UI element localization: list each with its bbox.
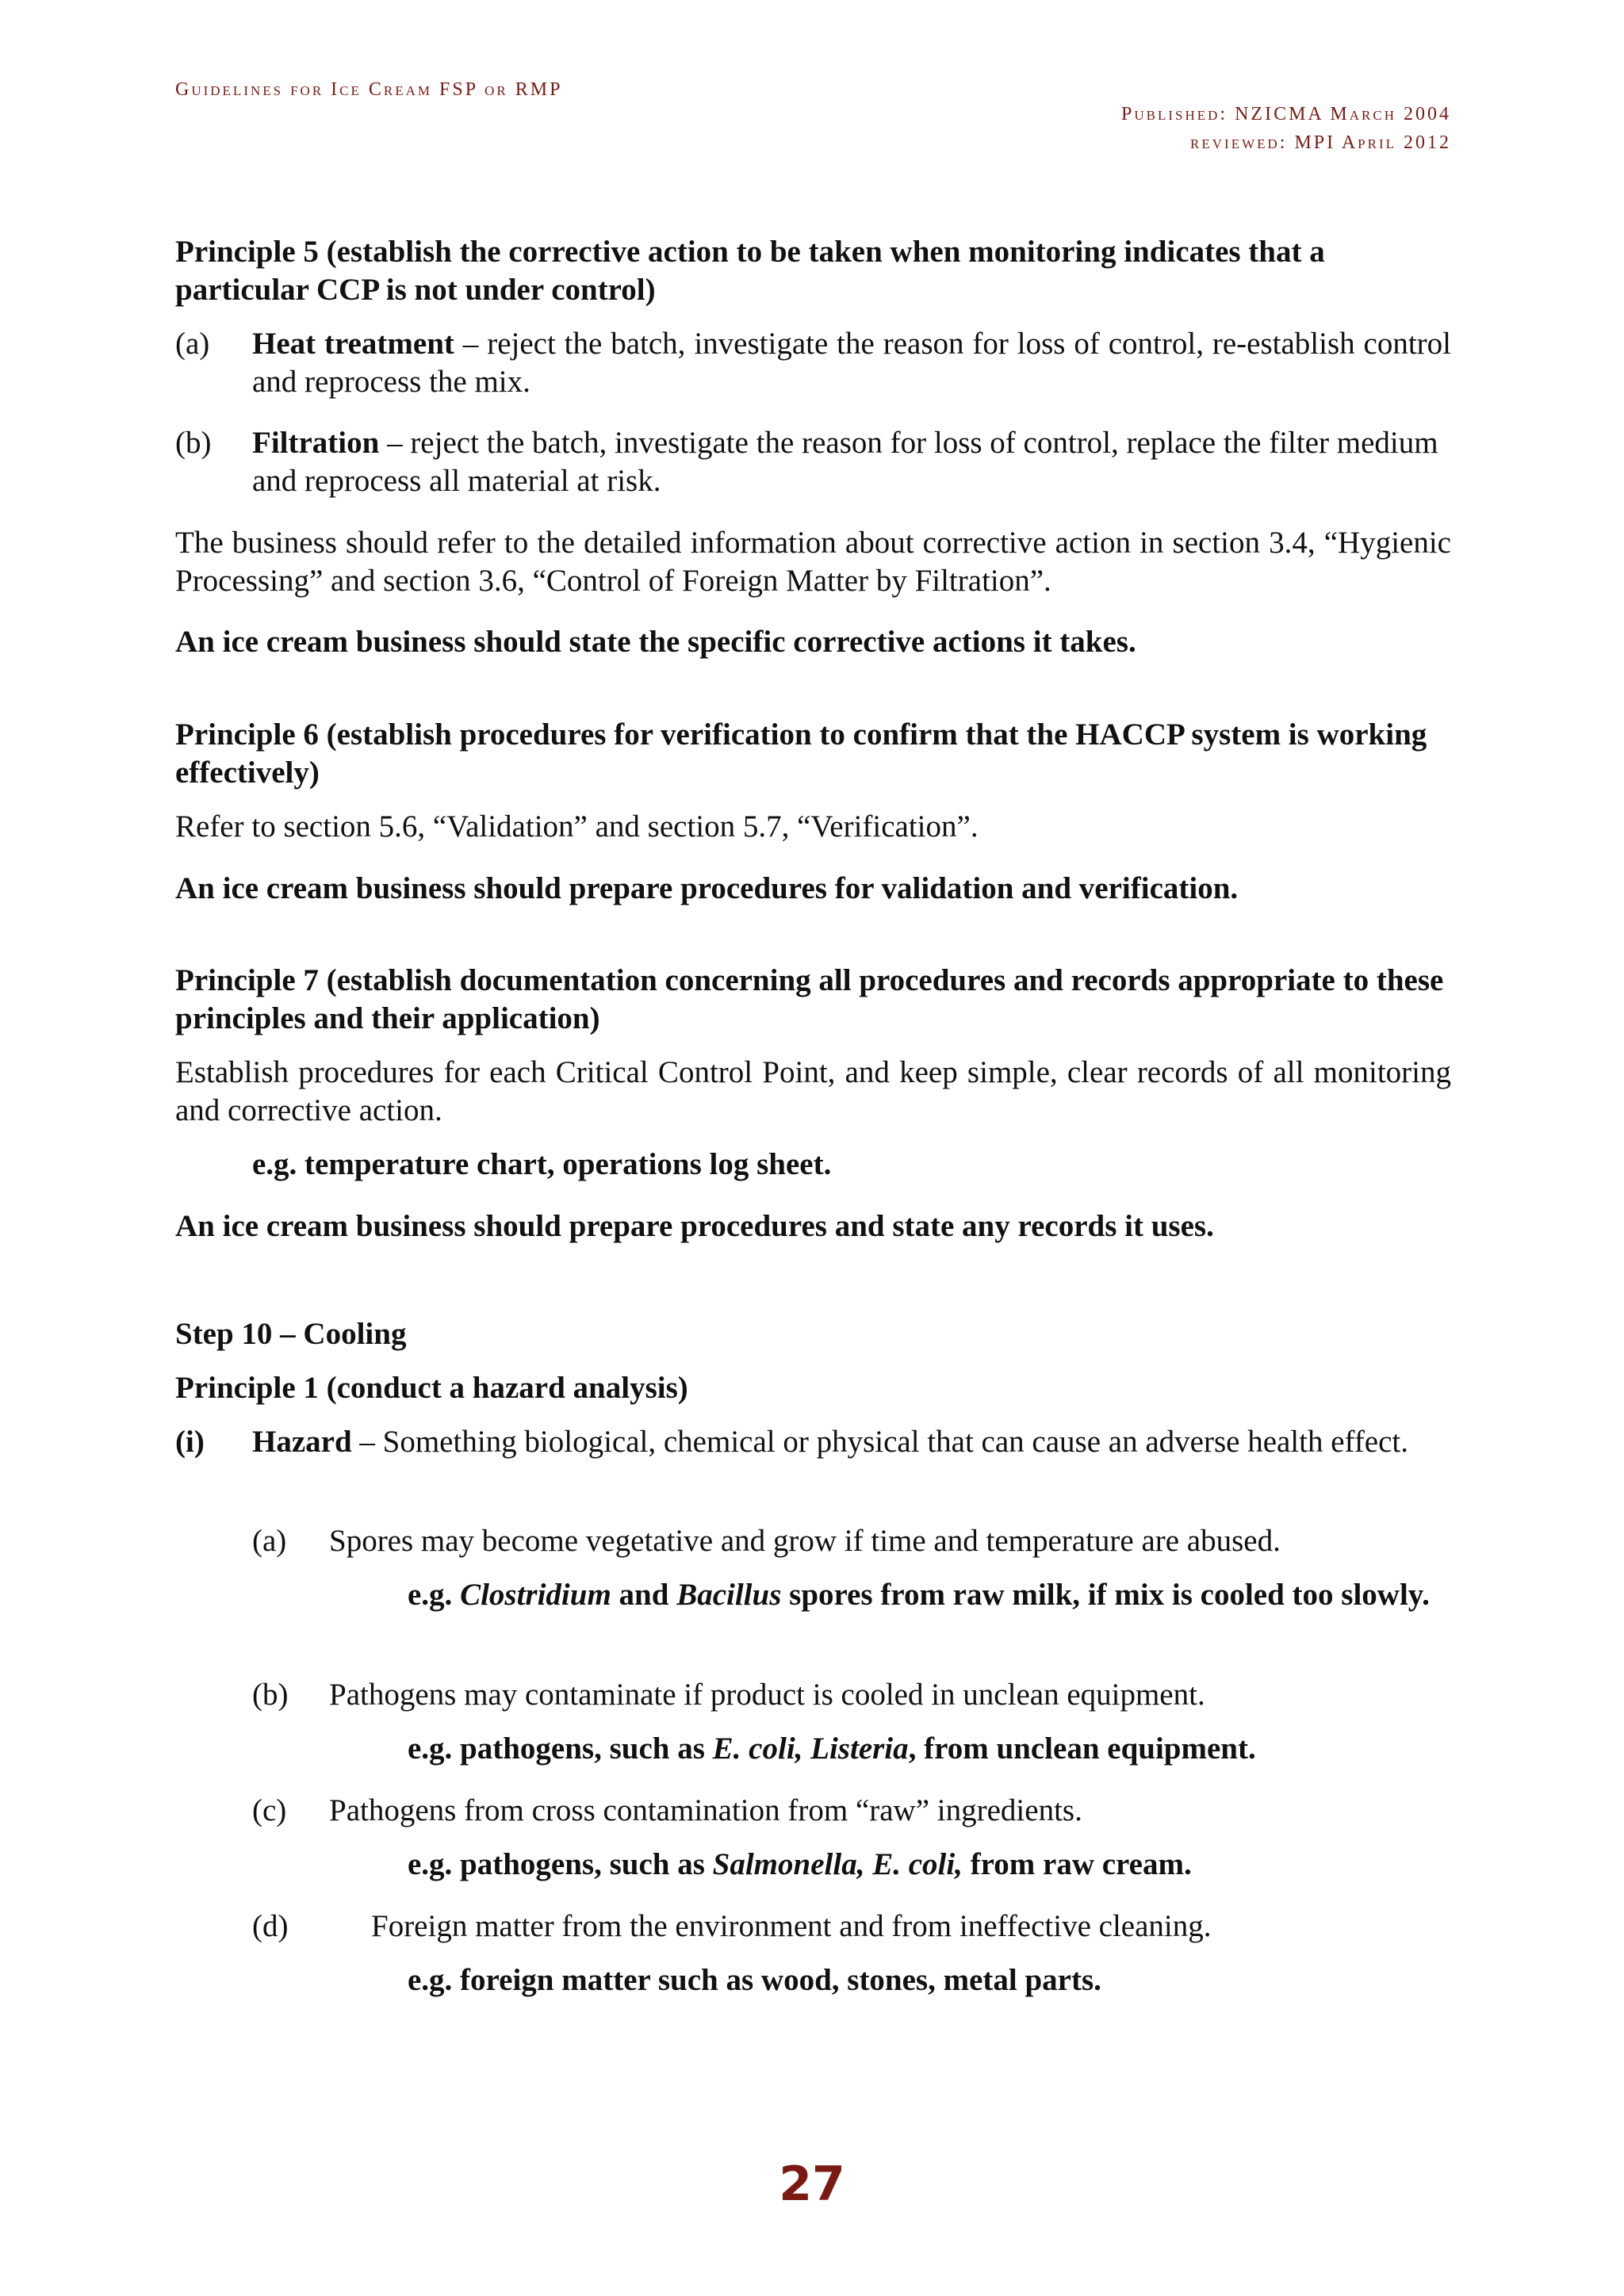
principle-6-paragraph: Refer to section 5.6, “Validation” and section 5.7, “Verification”. <box>175 809 979 844</box>
reviewed-line: reviewed: MPI April 2012 <box>1190 132 1451 153</box>
principle-7-example: e.g. temperature chart, operations log sheet. <box>252 1147 832 1181</box>
list-label-a: (a) <box>175 327 210 361</box>
hazard-example-spores: e.g. Clostridium and Bacillus spores from raw milk, if mix is cooled too slowly. <box>408 1578 1430 1612</box>
principle-6-statement: An ice cream business should prepare procedures for validation and verification. <box>175 871 1239 905</box>
hazard-item-unclean-equipment: Pathogens may contaminate if product is cooled in unclean equipment. <box>329 1678 1205 1712</box>
principle-7-heading: Principle 7 (establish documentation concerning all procedures and records appropriate to these principles and their application) <box>175 963 1444 1035</box>
step-10-heading: Step 10 – Cooling <box>175 1317 407 1351</box>
hazard-item-spores: Spores may become vegetative and grow if time and temperature are abused. <box>329 1524 1281 1558</box>
hazard-definition <box>252 1423 1451 1461</box>
principle-7-statement: An ice cream business should prepare procedures and state any records it uses. <box>175 1209 1214 1243</box>
hazard-text: – Something biological, chemical or physical that can cause an adverse health effect. <box>351 1425 1409 1459</box>
heat-treatment-text: – reject the batch, investigate the reason for loss of control, re-establish control and reprocess the mix. <box>252 327 1451 399</box>
hazard-item-cross-contamination: Pathogens from cross contamination from “raw” ingredients. <box>329 1793 1082 1827</box>
running-header-title: Guidelines for Ice Cream FSP or RMP <box>175 79 563 100</box>
hazard-item-foreign-matter: Foreign matter from the environment and from ineffective cleaning. <box>371 1909 1212 1943</box>
principle-5-heading: Principle 5 (establish the corrective action to be taken when monitoring indicates that a particular CCP is not under control) <box>175 235 1325 307</box>
page-number: 27 <box>779 2156 845 2212</box>
clostridium-term: Clostridium <box>460 1578 611 1612</box>
hazard-example-cross-contamination: e.g. pathogens, such as Salmonella, E. coli, from raw cream. <box>408 1847 1192 1881</box>
hazard-label-c: (c) <box>252 1793 287 1827</box>
step-10-principle-1-heading: Principle 1 (conduct a hazard analysis) <box>175 1371 688 1405</box>
heat-treatment-term: Heat treatment <box>252 327 454 361</box>
principle-7-paragraph: Establish procedures for each Critical Control Point, and keep simple, clear records of all monitoring and corrective action. <box>175 1055 1451 1127</box>
hazard-example-unclean-equipment: e.g. pathogens, such as E. coli, Listeria, from unclean equipment. <box>408 1732 1256 1766</box>
filtration-text: – reject the batch, investigate the reason for loss of control, replace the filter medium and reprocess all material at risk. <box>252 426 1438 498</box>
pathogen-names-c: Salmonella, E. coli, <box>712 1847 963 1881</box>
filtration-term: Filtration <box>252 426 380 460</box>
running-header-publication <box>1121 100 1451 157</box>
principle-6-heading: Principle 6 (establish procedures for verification to confirm that the HACCP system is working effectively) <box>175 718 1427 790</box>
bacillus-term: Bacillus <box>676 1578 782 1612</box>
published-line: Published: NZICMA March 2004 <box>1121 104 1451 124</box>
principle-5-statement: An ice cream business should state the specific corrective actions it takes. <box>175 625 1136 659</box>
list-label-b: (b) <box>175 426 212 460</box>
filtration-item <box>252 424 1451 500</box>
corrective-action-paragraph: The business should refer to the detailed information about corrective action in section 3.4, “Hygienic Processing” and section 3.6, “Control of Foreign Matter by Filtration”. <box>175 526 1451 598</box>
hazard-term: Hazard <box>252 1425 352 1459</box>
hazard-label-a: (a) <box>252 1524 287 1558</box>
hazard-example-foreign-matter: e.g. foreign matter such as wood, stones, metal parts. <box>408 1963 1101 1997</box>
list-label-i: (i) <box>175 1425 205 1459</box>
hazard-label-b: (b) <box>252 1678 289 1712</box>
heat-treatment-item <box>252 325 1451 401</box>
pathogen-names-b: E. coli, Listeria <box>712 1732 909 1766</box>
hazard-label-d: (d) <box>252 1909 289 1943</box>
